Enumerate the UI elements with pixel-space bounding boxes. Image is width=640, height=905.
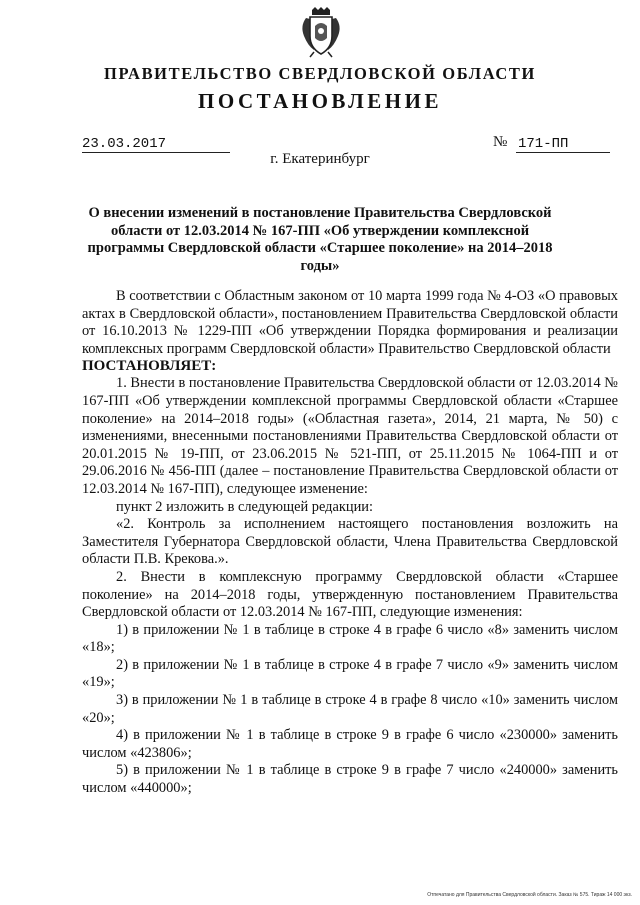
government-name: ПРАВИТЕЛЬСТВО СВЕРДЛОВСКОЙ ОБЛАСТИ bbox=[104, 64, 536, 83]
document-date: 23.03.2017 bbox=[82, 137, 230, 153]
paragraph-2: пункт 2 изложить в следующей редакции: bbox=[116, 498, 373, 515]
document-body bbox=[82, 288, 618, 798]
list-item: 2) в приложении № 1 в таблице в строке 4 в графе 7 число «9» заменить числом «19»; bbox=[82, 656, 618, 691]
paragraph-4: 2. Внести в комплексную программу Свердловской области «Старшее поколение» на 2014–2018 годы, утвержденную постановлением Правительства Свердловской области от 12.03.2014 № 167-ПП, следующие изменения: bbox=[82, 568, 618, 621]
intro-paragraph: В соответствии с Областным законом от 10 марта 1999 года № 4-ОЗ «О правовых актах в Свердловской области», постановлением Правительства Свердловской области от 16.10.2013 № 1229-ПП «Об утверждении Порядка формирования и реализации комплексных программ Свердловской области» Правительство Свердловской области bbox=[82, 288, 618, 357]
list-item: 5) в приложении № 1 в таблице в строке 9 в графе 7 число «240000» заменить числом «440000»; bbox=[82, 762, 618, 797]
number-label: № bbox=[493, 134, 508, 150]
paragraph-3: «2. Контроль за исполнением настоящего постановления возложить на Заместителя Губернатора Свердловской области, Члена Правительства Свердловской области П.В. Крекова.». bbox=[82, 516, 618, 568]
list-item: 4) в приложении № 1 в таблице в строке 9 в графе 6 число «230000» заменить числом «423806»; bbox=[82, 727, 618, 761]
document-type: ПОСТАНОВЛЕНИЕ bbox=[198, 89, 442, 113]
resolves-heading: ПОСТАНОВЛЯЕТ: bbox=[82, 358, 217, 375]
paragraph-1: 1. Внести в постановление Правительства Свердловской области от 12.03.2014 № 167-ПП «Об утверждении комплексной программы Свердловской области «Старшее поколение» на 2014–2018 годы» («Областная газета», 2014, 21 марта, № 50) с изменениями, внесенными постановлениями Правительства Свердловской области от 20.01.2015 № 19-ПП, от 23.06.2015 № 521-ПП, от 25.11.2015 № 1064-ПП и от 29.06.2016 № 456-ПП (далее – постановление Правительства Свердловской области от 12.03.2014 № 167-ПП), следующее изменение: bbox=[82, 375, 618, 497]
print-footer: Отпечатано для Правительства Свердловской области. Заказ № 575. Тираж 14 000 экз. bbox=[427, 892, 632, 898]
document-title: О внесении изменений в постановление Правительства Свердловской области от 12.03.2014 № 167-ПП «Об утверждении комплексной программы Свердловской области «Старшее поколение» на 2014–2018 годы» bbox=[87, 205, 553, 274]
list-item: 1) в приложении № 1 в таблице в строке 4 в графе 6 число «8» заменить числом «18»; bbox=[82, 621, 618, 656]
list-item: 3) в приложении № 1 в таблице в строке 4 в графе 8 число «10» заменить числом «20»; bbox=[82, 692, 618, 726]
city: г. Екатеринбург bbox=[270, 151, 370, 167]
document-number: 171-ПП bbox=[516, 137, 610, 153]
coat-of-arms-icon bbox=[300, 6, 342, 58]
